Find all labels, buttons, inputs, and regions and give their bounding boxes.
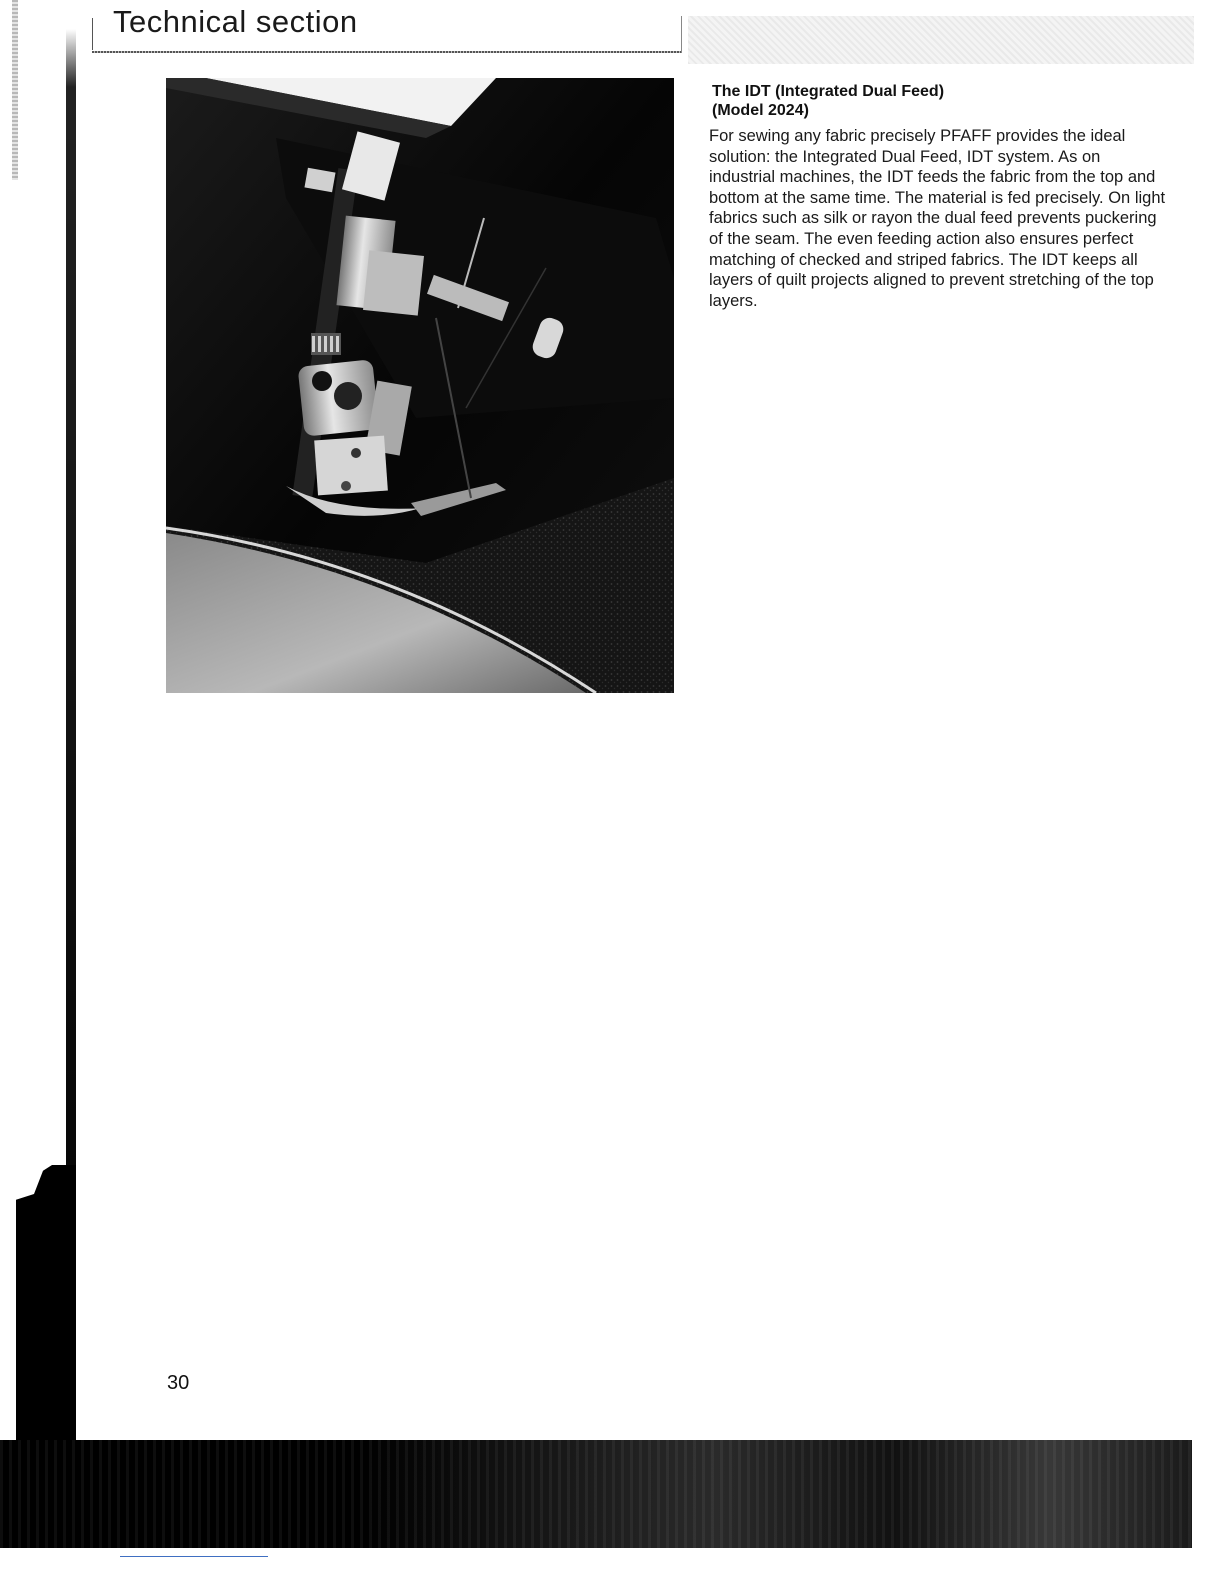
section-heading-line2: (Model 2024) [712,102,809,119]
page-title: Technical section [113,4,358,39]
section-body: For sewing any fabric precisely PFAFF provides the ideal solution: the Integrated Dual Feed, IDT system. As on industrial machines, the IDT feeds the fabric from the top and bottom at the same time. The material is fed precisely. On light fabrics such as silk or rayon the dual feed prevents puckering of the seam. The even feeding action also ensures perfect matching of checked and striped fabrics. The IDT keeps all layers of quilt projects aligned to prevent stretching of the top layers. [709,127,1166,310]
section-heading [712,82,1172,120]
scan-shadow-lower [16,1165,76,1455]
scan-edge-left [12,0,18,180]
header-gray-band [688,16,1194,64]
header-divider-left [92,18,93,50]
idt-presser-foot-photo [166,78,674,693]
page-number: 30 [167,1372,190,1394]
section-heading-line1: The IDT (Integrated Dual Feed) [712,83,945,100]
header-rule [92,51,682,53]
scan-bottom-rule [120,1556,268,1557]
header-divider-right [681,16,682,53]
photo-illustration [166,78,674,693]
scan-bottom-band [0,1440,1192,1548]
